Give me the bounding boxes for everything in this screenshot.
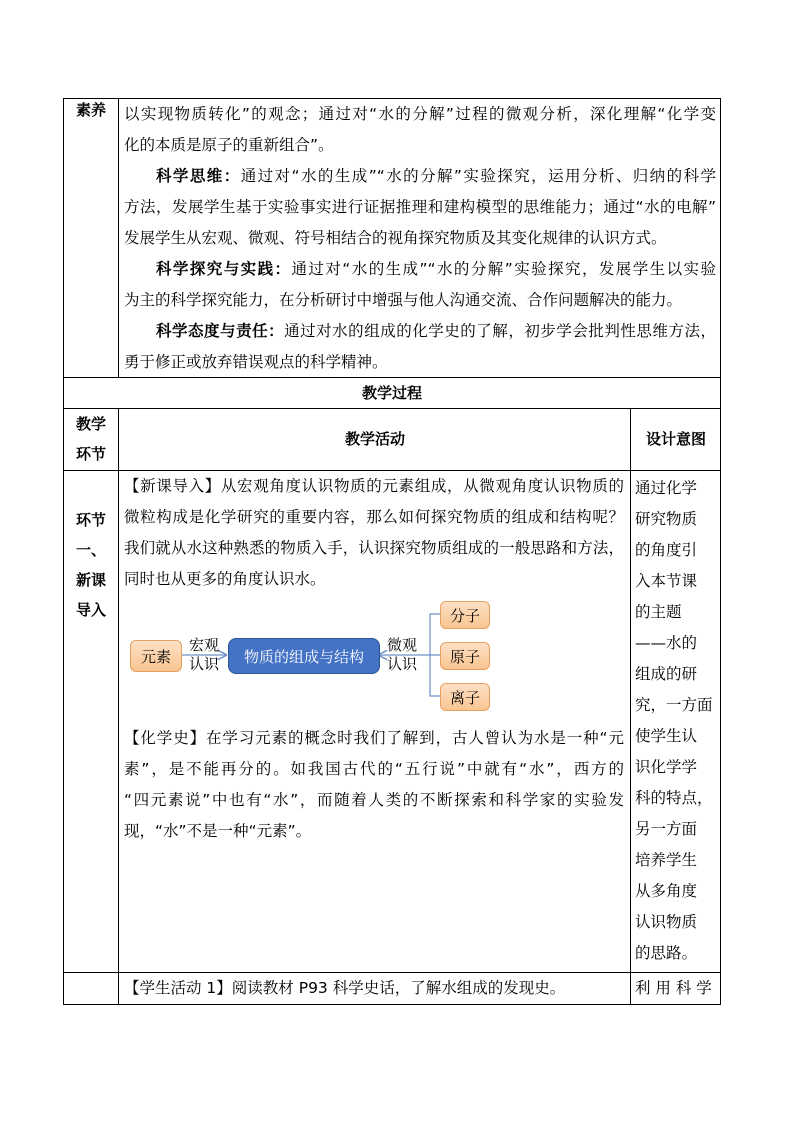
table-border xyxy=(118,98,119,378)
text-line: 科的特点， xyxy=(635,789,713,807)
text-line: 通过对“水的生成”“水的分解”实验探究，发展学生以实验 xyxy=(291,260,716,278)
literacy-text xyxy=(124,99,716,378)
activity-header: 教学活动 xyxy=(344,430,405,448)
text-line: 的思路。 xyxy=(635,944,698,962)
text-line: 究，一方面 xyxy=(635,696,713,714)
branch-lines xyxy=(430,614,440,696)
text-line xyxy=(124,254,716,285)
stage2-activity: 【学生活动 1】阅读教材 P93 科学史话，了解水组成的发现史。 xyxy=(124,979,566,997)
text-line: 现，“水”不是一种“元素”。 xyxy=(124,822,312,840)
text-line: 入本节课 xyxy=(635,572,698,590)
history-text xyxy=(124,723,624,847)
text-line: 素”，是不能再分的。如我国古代的“五行说”中就有“水”，西方的 xyxy=(124,760,624,778)
text-line: 通过对水的组成的化学史的了解，初步学会批判性思维方法， xyxy=(284,322,716,340)
text-line: 识化学学 xyxy=(635,758,698,776)
text-line: 从多角度 xyxy=(635,882,698,900)
text-line: 的主题 xyxy=(635,603,682,621)
concept-diagram xyxy=(128,600,498,712)
text-line: 另一方面 xyxy=(635,820,698,838)
table-border xyxy=(63,1004,721,1005)
intent-header: 设计意图 xyxy=(645,430,706,448)
text-line: 研究物质 xyxy=(635,510,698,528)
text-line: 通过对“水的生成”“水的分解”实验探究，运用分析、归纳的科学 xyxy=(240,167,716,185)
text-line: 化的本质是原子的重新组合”。 xyxy=(124,136,334,154)
text-line: 通过化学 xyxy=(635,479,698,497)
micro-label: 微观 认识 xyxy=(386,636,417,673)
intro-text xyxy=(124,471,624,595)
macro-label: 宏观 认识 xyxy=(188,636,219,673)
text-line: 微粒构成是化学研究的重要内容，那么如何探究物质的组成和结构呢？ xyxy=(124,508,624,526)
text-line: 同时也从更多的角度认识水。 xyxy=(124,570,326,588)
ion-box: 离子 xyxy=(440,683,490,711)
text-line xyxy=(124,316,716,347)
paragraph-heading: 科学思维： xyxy=(156,167,241,185)
text-line: 【新课导入】从宏观角度认识物质的元素组成，从微观角度认识物质的 xyxy=(124,477,624,495)
text-line: 发展学生从宏观、微观、符号相结合的视角探究物质及其变化规律的认识方式。 xyxy=(124,229,667,247)
text-line: 勇于修正或放弃错误观点的科学精神。 xyxy=(124,353,388,371)
center-box: 物质的组成与结构 xyxy=(228,638,380,674)
text-line: 组成的研 xyxy=(635,665,698,683)
table-border xyxy=(118,408,119,1005)
text-line: 使学生认 xyxy=(635,727,698,745)
stage-header: 教学 环节 xyxy=(75,415,106,463)
literacy-label: 素养 xyxy=(75,101,106,119)
text-line: “四元素说”中也有“水”，而随着人类的不断探索和科学家的实验发 xyxy=(124,791,624,809)
text-line: 以实现物质转化”的观念；通过对“水的分解”过程的微观分析，深化理解“化学变 xyxy=(124,105,716,123)
table-border xyxy=(720,98,721,1005)
text-line: 方法，发展学生基于实验事实进行证据推理和建构模型的思维能力；通过“水的电解” xyxy=(124,198,716,216)
atom-box: 原子 xyxy=(440,642,490,670)
text-line: 的角度引 xyxy=(635,541,698,559)
table-border xyxy=(630,408,631,1005)
text-line xyxy=(124,161,716,192)
molecule-box: 分子 xyxy=(440,601,490,629)
text-line: 为主的科学探究能力，在分析研讨中增强与他人沟通交流、合作问题解决的能力。 xyxy=(124,291,683,309)
element-box: 元素 xyxy=(130,640,182,672)
stage2-intent: 利 用 科 学 xyxy=(635,979,712,997)
text-line: 我们就从水这种熟悉的物质入手，认识探究物质组成的一般思路和方法， xyxy=(124,539,624,557)
text-line: 【化学史】在学习元素的概念时我们了解到，古人曾认为水是一种“元 xyxy=(124,729,624,747)
stage1-intent xyxy=(635,473,717,969)
stage1-label: 环节 一、 新课 导入 xyxy=(75,511,106,619)
text-line: 培养学生 xyxy=(635,851,698,869)
paragraph-heading: 科学态度与责任： xyxy=(156,322,285,340)
process-title: 教学过程 xyxy=(361,384,422,402)
text-line: ——水的 xyxy=(635,634,698,652)
text-line: 认识物质 xyxy=(635,913,698,931)
paragraph-heading: 科学探究与实践： xyxy=(156,260,292,278)
